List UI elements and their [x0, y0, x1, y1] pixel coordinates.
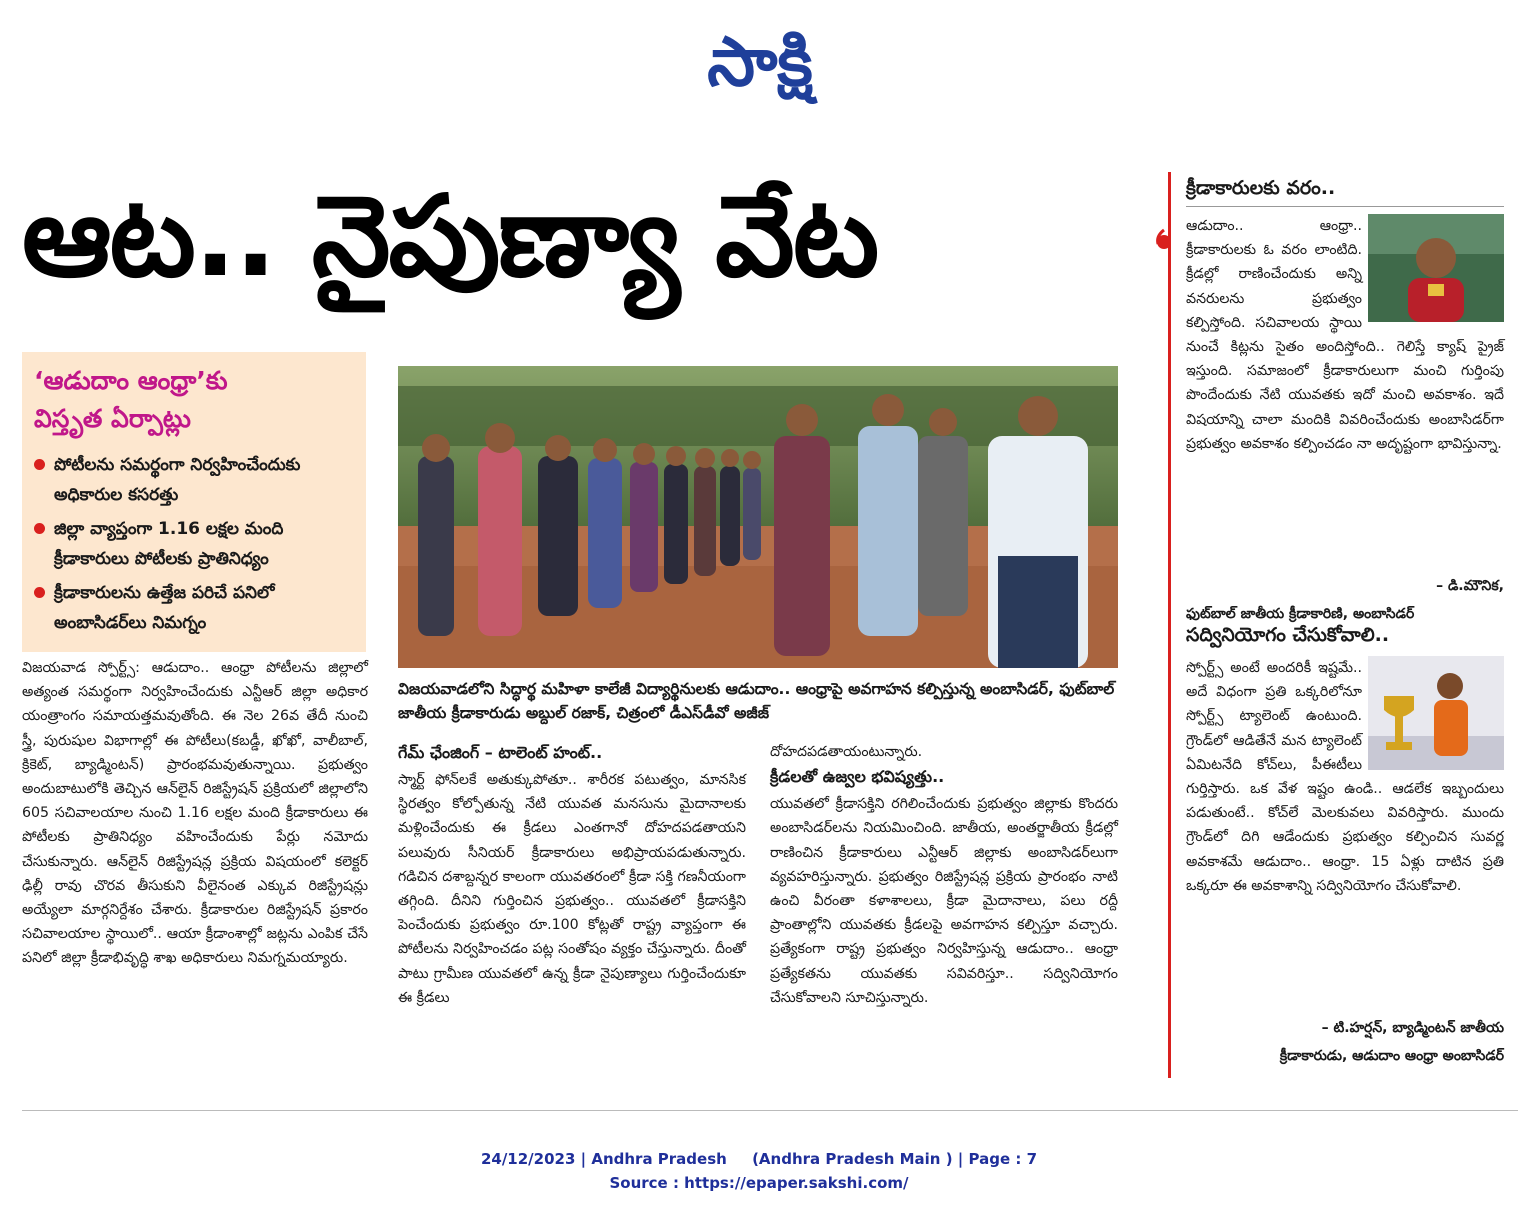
quote-icon — [1152, 228, 1170, 254]
footer-source: Source : https://epaper.sakshi.com/ — [609, 1174, 909, 1192]
headline: ఆట.. నైపుణ్యా వేట — [22, 172, 878, 302]
article-body-1: విజయవాడ స్పోర్ట్స్: ఆడుదాం.. ఆంధ్రా పోటీలను జిల్లాలో అత్యంత సమర్థంగా నిర్వహించేందుకు ఎన్టీఆర్ జిల్లా అధికార యంత్రాంగం సమాయత్తమవుతోంది. ఈ నెల 26వ తేదీ నుంచి స్త్రీ, పురుషుల విభాగాల్లో ఈ పోటీలు(కబడ్డీ, ఖోఖో, వాలీబాల్, క్రికెట్, బ్యాడ్మింటన్) ప్రారంభమవుతున్నాయి. ప్రభుత్వం అందుబాటులోకి తెచ్చిన ఆన్‌లైన్ రిజిస్ట్రేషన్ ప్రక్రియలో జిల్లాలోని 605 సచివాలయాల నుంచి 1.16 లక్షల మంది క్రీడాకారులు ఈ పోటీలకు ప్రాతినిధ్యం వహించేందుకు పేర్లు నమోదు చేసుకున్నారు. ఆన్‌లైన్ రిజిస్ట్రేషన్ల ప్రక్రియ విషయంలో కలెక్టర్ ఢిల్లీ రావు చొరవ తీసుకుని వీలైనంత ఎక్కువ రిజిస్ట్రేషన్లు అయ్యేలా మార్గనిర్దేశం చేశారు. క్రీడాకారుల రిజిస్ట్రేషన్ ప్రకారం సచివాలయాల స్థాయిలో.. ఆయా క్రీడాంశాల్లో జట్లను ఎంపిక చేసే పనిలో జిల్లా క్రీడాభివృద్ధి శాఖ అధికారులు నిమగ్నమయ్యారు. — [22, 660, 368, 967]
footer-edition-line: 24/12/2023 | Andhra Pradesh (Andhra Pradesh Main ) | Page : 7 — [480, 1150, 1038, 1168]
subhead-game-changing: గేమ్ ఛేంజింగ్ – టాలెంట్ హంట్.. — [398, 743, 603, 762]
sidebar-bullets — [30, 450, 360, 642]
right-heading-2: సద్వినియోగం చేసుకోవాలి.. — [1186, 624, 1390, 646]
portrait-icon — [1368, 214, 1504, 322]
footer-date: 24/12/2023 — [480, 1150, 576, 1168]
masthead-logo: సాక్షి — [707, 23, 813, 102]
article-body-2: స్మార్ట్ ఫోన్‌లకే అతుక్కుపోతూ.. శారీరక పటుత్వం, మానసిక స్థిరత్వం కోల్పోతున్న నేటి యువత మనసును మైదానాలకు మళ్లించేందుకు ఈ క్రీడలు ఎంతగానో దోహదపడతాయని పలువురు సీనియర్ క్రీడాకారులు అభిప్రాయపడుతున్నారు. గడిచిన దశాబ్దన్నర కాలంగా యువతరంలో క్రీడా సక్తి గణనీయంగా తగ్గింది. దీనిని గుర్తించిన ప్రభుత్వం.. యువతలో క్రీడాసక్తిని పెంచేందుకు ప్రభుత్వం రూ.100 కోట్లతో రాష్ట్ర వ్యాప్తంగా ఈ పోటీలను నిర్వహించడం పట్ల సంతోషం వ్యక్తం చేస్తున్నారు. దీంతో పాటు గ్రామీణ యువతలో ఉన్న క్రీడా నైపుణ్యాలు గుర్తించేందుకూ ఈ క్రీడలు — [398, 772, 746, 1006]
right-heading-divider — [1186, 206, 1504, 207]
sig1-name: – డి.మౌనిక, — [1436, 578, 1504, 594]
footer-page: Page : 7 — [968, 1150, 1038, 1168]
sidebar-bullet-text: పోటీలను సమర్థంగా నిర్వహించేందుకు అధికారుల కసరత్తు — [54, 455, 301, 505]
right-quote-2 — [1186, 656, 1504, 898]
subhead-bright-future: క్రీడలతో ఉజ్వల భవిష్యత్తు.. — [770, 767, 945, 787]
right-signature-2 — [1186, 1014, 1504, 1070]
article-column-2 — [398, 740, 746, 1010]
bullet-icon — [34, 523, 45, 534]
bullet-icon — [34, 587, 45, 598]
group-photo-icon — [398, 366, 1118, 668]
right-quote-1 — [1186, 214, 1504, 456]
right-heading-1: క్రీడాకారులకు వరం.. — [1186, 177, 1336, 199]
portrait-mounika — [1368, 214, 1504, 322]
right-quote-2-text: స్పోర్ట్స్ అంటే అందరికీ ఇష్టమే.. అదే విధంగా ప్రతి ఒక్కరిలోనూ స్పోర్ట్స్ ట్యాలెంట్ ఉంటుంది. గ్రౌండ్‌లో ఆడితేనే మన ట్యాలెంట్ ఏమిటనేది కోచ్‌లు, పీఈటీలు గుర్తిస్తారు. ఒక వేళ ఇష్టం ఉండి.. ఆడలేక ఇబ్బందులు పడుతుంటే.. కోచ్‌లే మెలకువలు వివరిస్తారు. ముందు గ్రౌండ్‌లో దిగి ఆడేందుకు ప్రభుత్వం కల్పించిన సువర్ణ అవకాశమే ఆడుదాం.. ఆంధ్రా. 15 ఏళ్లు దాటిన ప్రతి ఒక్కరూ ఈ అవకాశాన్ని సద్వినియోగం చేసుకోవాలి. — [1186, 660, 1504, 894]
right-column-rule — [1168, 172, 1171, 1078]
sidebar-title — [34, 362, 354, 438]
article-column-3 — [770, 740, 1118, 1010]
sidebar-bullet-item — [30, 514, 360, 574]
sig2-role: క్రీడాకారుడు, ఆడుదాం ఆంధ్రా అంబాసిడర్ — [1279, 1048, 1504, 1064]
sidebar-bullet-item — [30, 578, 360, 638]
right-quote-1-text: ఆడుదాం.. ఆంధ్రా.. క్రీడాకారులకు ఓ వరం లాంటిది. క్రీడల్లో రాణించేందుకు అన్ని వనరులను ప్రభుత్వం కల్పిస్తోంది. సచివాలయ స్థాయి నుంచే కిట్లను సైతం అందిస్తోంది.. గెలిస్తే క్యాష్ ప్రైజ్ ఇస్తుంది. సమాజంలో క్రీడాకారులుగా మంచి గుర్తింపు పొందేందుకు నేటి యువతకు ఇదో మంచి అవకాశం. ఇదే విషయాన్ని చాలా మందికి వివరించేందుకు అంబాసిడర్‌గా ప్రభుత్వం అవకాశం కల్పించడం నా అదృష్టంగా భావిస్తున్నా. — [1186, 218, 1504, 452]
sig2-name: – టి.హర్షన్, బ్యాడ్మింటన్ జాతీయ — [1321, 1020, 1504, 1036]
sidebar-title-line1: ‘ఆడుదాం ఆంధ్రా’కు — [34, 366, 228, 395]
portrait-trophy-icon — [1368, 656, 1504, 770]
photo-caption: విజయవాడలోని సిద్ధార్థ మహిళా కాలేజీ విద్యార్థినులకు ఆడుదాం.. ఆంధ్రాపై అవగాహన కల్పిస్తున్న అంబాసిడర్, ఫుట్‌బాల్ జాతీయ క్రీడాకారుడు అబ్దుల్ రజాక్, చిత్రంలో డీఎస్‌డీవో అజీజ్ — [398, 680, 1115, 722]
sidebar-bullet-text: క్రీడాకారులను ఉత్తేజ పరిచే పనిలో అంబాసిడర్‌లు నిమగ్నం — [54, 583, 275, 633]
sig1-role: ఫుట్‌బాల్ జాతీయ క్రీడాకారిణి, అంబాసిడర్ — [1186, 606, 1415, 622]
footer-rule — [22, 1110, 1518, 1111]
sidebar-bullet-text: జిల్లా వ్యాప్తంగా 1.16 లక్షల మంది క్రీడాకారులు పోటీలకు ప్రాతినిధ్యం — [54, 519, 284, 569]
article-column-1 — [22, 656, 368, 971]
bullet-icon — [34, 459, 45, 470]
sidebar-title-line2: విస్తృత ఏర్పాట్లు — [34, 404, 191, 433]
portrait-harshan — [1368, 656, 1504, 770]
group-photo — [398, 366, 1118, 668]
sidebar-bullet-item — [30, 450, 360, 510]
article-body-3-lead: దోహదపడతాయంటున్నారు. — [770, 744, 923, 760]
footer-edition-detail: (Andhra Pradesh Main ) — [752, 1150, 953, 1168]
footer-edition: Andhra Pradesh — [591, 1150, 727, 1168]
article-body-3: యువతలో క్రీడాసక్తిని రగిలించేందుకు ప్రభుత్వం జిల్లాకు కొందరు అంబాసిడర్‌లను నియమించింది. జాతీయ, అంతర్జాతీయ క్రీడల్లో రాణించిన క్రీడాకారులు ఎన్టీఆర్ జిల్లాకు అంబాసిడర్‌లుగా వ్యవహరిస్తున్నారు. ప్రభుత్వం రిజిస్ట్రేషన్ల ప్రక్రియ ప్రారంభం నాటి ఉంచి వీరంతా కళాశాలలు, క్రీడా మైదానాలు, పలు రద్దీ ప్రాంతాల్లోని యువతకు క్రీడలపై అవగాహన కల్పిస్తూ వచ్చారు. ప్రత్యేకంగా రాష్ట్ర ప్రభుత్వం నిర్వహిస్తున్న ఆడుదాం.. ఆంధ్రా ప్రత్యేకతను యువతకు సవివరిస్తూ.. సద్వినియోగం చేసుకోవాలని సూచిస్తున్నారు. — [770, 796, 1118, 1006]
